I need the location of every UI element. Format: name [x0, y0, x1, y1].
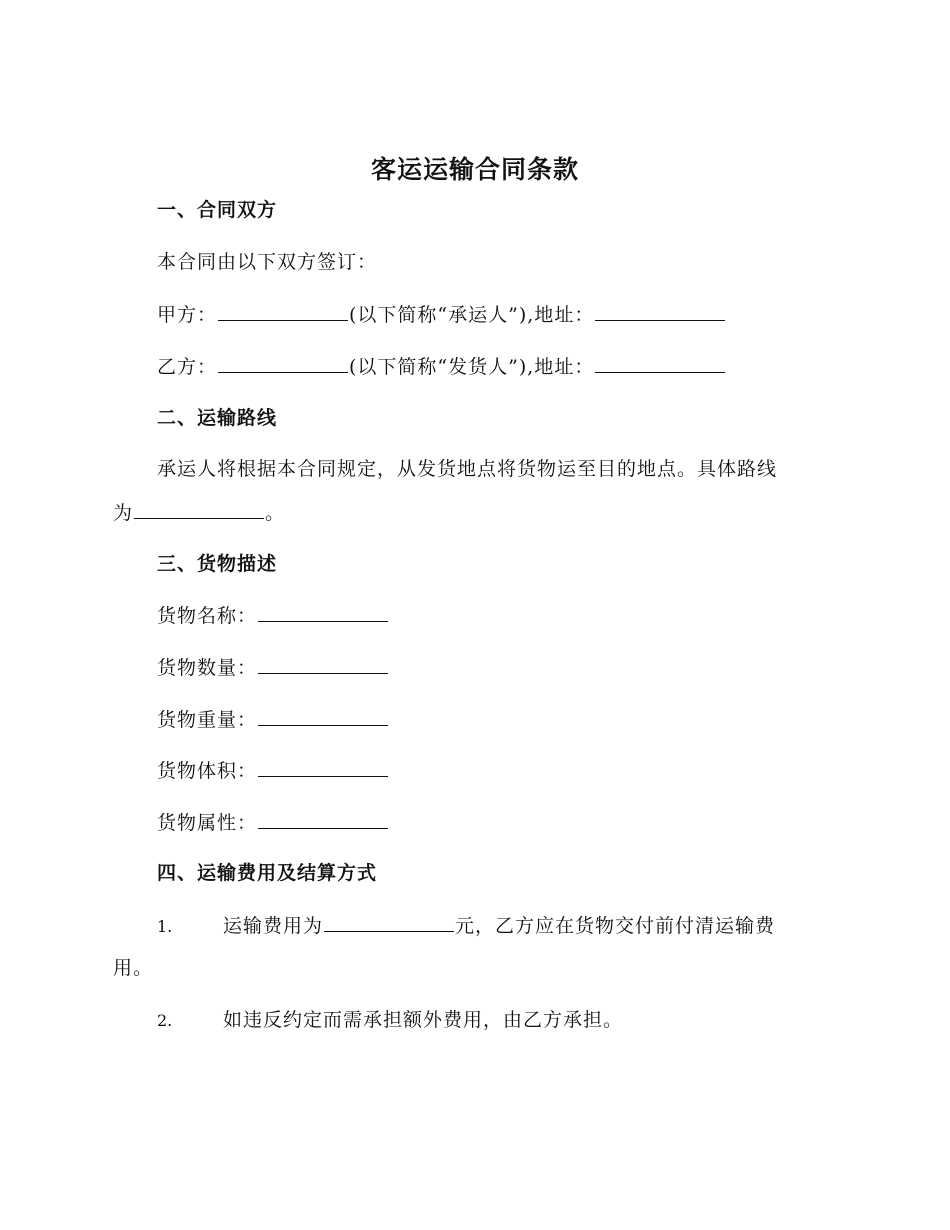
section-heading-fees: 四、运输费用及结算方式	[157, 862, 378, 884]
route-suffix: 。	[265, 502, 286, 524]
section-heading-goods: 三、货物描述	[157, 553, 278, 575]
party-b-address-label: 地址：	[534, 356, 595, 378]
fees-item-1-continuation: 用。	[113, 957, 154, 979]
route-text-line1: 承运人将根据本合同规定，从发货地点将货物运至目的地点。具体路线	[157, 458, 778, 480]
goods-weight-blank[interactable]	[258, 707, 388, 726]
goods-property-blank[interactable]	[258, 810, 388, 829]
goods-weight-field	[157, 707, 389, 732]
party-a-name-blank[interactable]	[218, 302, 348, 321]
document-title: 客运运输合同条款	[370, 155, 579, 184]
party-a-address-blank[interactable]	[595, 302, 725, 321]
section-heading-parties: 一、合同双方	[157, 199, 278, 221]
goods-quantity-field	[157, 655, 389, 680]
goods-name-field	[157, 603, 389, 628]
fees-item-2-text: 如违反约定而需承担额外费用，由乙方承担。	[223, 1009, 624, 1031]
party-a-address-label: 地址：	[534, 304, 595, 326]
parties-intro: 本合同由以下双方签订：	[157, 251, 378, 273]
goods-quantity-label: 货物数量：	[157, 657, 258, 679]
route-blank[interactable]	[134, 500, 264, 519]
party-b-label: 乙方：	[157, 356, 218, 378]
fees-item-2	[157, 1008, 623, 1033]
fees-item-1-prefix: 运输费用为	[223, 915, 324, 937]
goods-weight-label: 货物重量：	[157, 709, 258, 731]
goods-volume-field	[157, 758, 389, 783]
section-heading-route: 二、运输路线	[157, 407, 278, 429]
party-a-label: 甲方：	[157, 304, 218, 326]
goods-property-label: 货物属性：	[157, 812, 258, 834]
fees-item-1-number: 1.	[157, 917, 173, 936]
fees-item-2-number: 2.	[157, 1011, 173, 1030]
goods-property-field	[157, 810, 389, 835]
goods-name-blank[interactable]	[258, 603, 388, 622]
party-a-line	[157, 302, 726, 327]
goods-quantity-blank[interactable]	[258, 655, 388, 674]
route-prefix: 为	[113, 502, 134, 524]
fees-item-1	[157, 913, 775, 939]
party-b-name-blank[interactable]	[218, 354, 348, 373]
fees-item-1-suffix: 元，乙方应在货物交付前付清运输费	[455, 915, 776, 937]
goods-name-label: 货物名称：	[157, 605, 258, 627]
goods-volume-blank[interactable]	[258, 758, 388, 777]
party-b-alias: (以下简称“发货人”),	[349, 356, 535, 378]
party-a-alias: (以下简称“承运人”),	[349, 304, 535, 326]
fees-amount-blank[interactable]	[324, 913, 454, 932]
party-b-address-blank[interactable]	[595, 354, 725, 373]
party-b-line	[157, 354, 726, 379]
goods-volume-label: 货物体积：	[157, 760, 258, 782]
route-text-line2	[113, 500, 285, 525]
